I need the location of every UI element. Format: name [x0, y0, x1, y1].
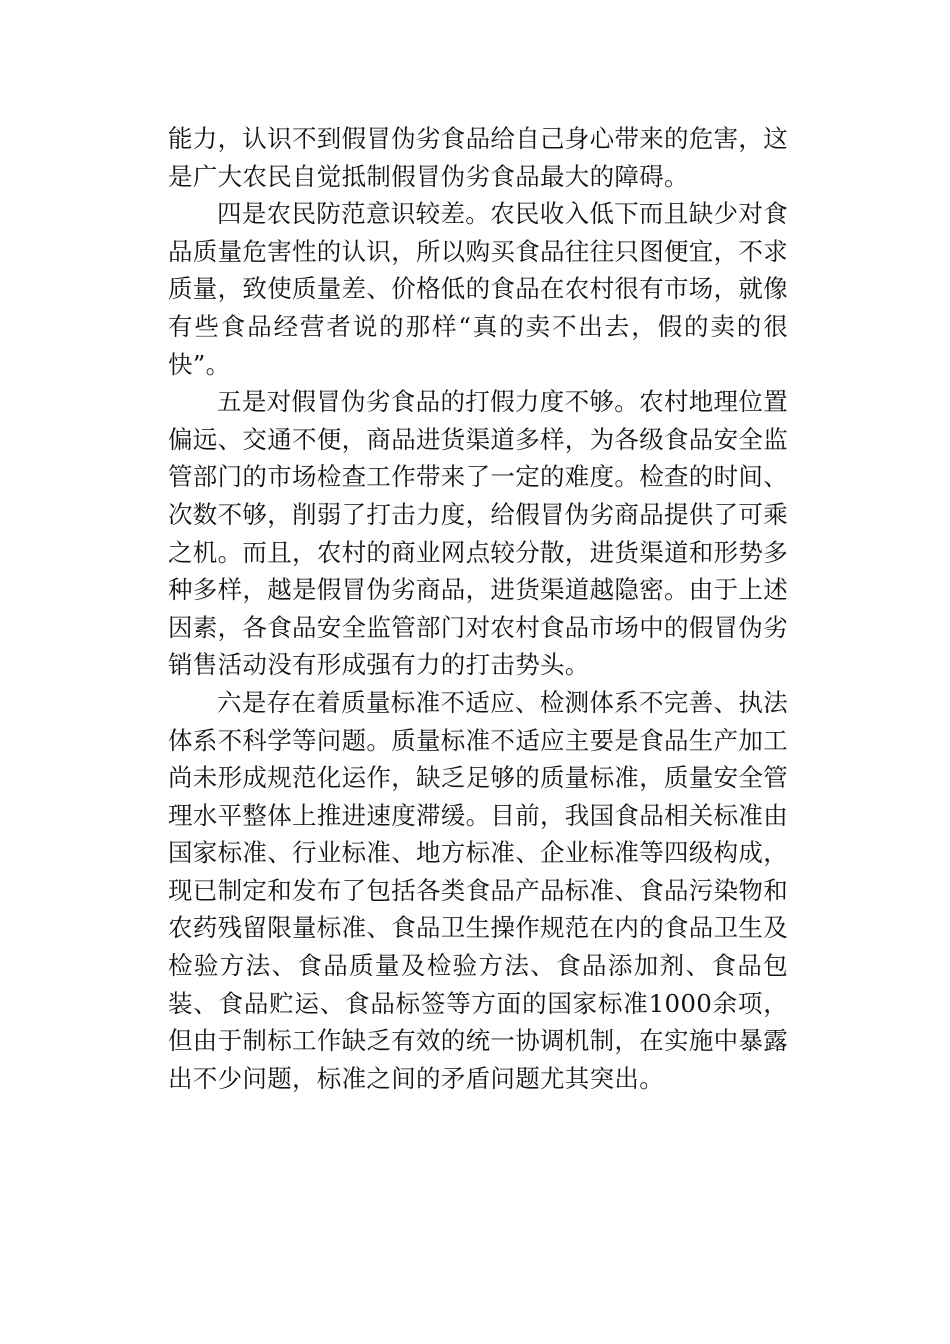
paragraph-four: 四是农民防范意识较差。农民收入低下而且缺少对食品质量危害性的认识，所以购买食品往往只图便宜，不求质量，致使质量差、价格低的食品在农村很有市场，就像有些食品经营者说的那样“真的卖不出去，假的卖的很快”。 — [168, 199, 788, 379]
paragraph-continuation: 能力，认识不到假冒伪劣食品给自己身心带来的危害，这是广大农民自觉抵制假冒伪劣食品最大的障碍。 — [168, 124, 788, 191]
document-body — [168, 120, 788, 1097]
paragraph-six: 六是存在着质量标准不适应、检测体系不完善、执法体系不科学等问题。质量标准不适应主要是食品生产加工尚未形成规范化运作，缺乏足够的质量标准，质量安全管理水平整体上推进速度滞缓。目前，我国食品相关标准由国家标准、行业标准、地方标准、企业标准等四级构成，现已制定和发布了包括各类食品产品标准、食品污染物和农药残留限量标准、食品卫生操作规范在内的食品卫生及检验方法、食品质量及检验方法、食品添加剂、食品包装、食品贮运、食品标签等方面的国家标准1000余项，但由于制标工作缺乏有效的统一协调机制，在实施中暴露出不少问题，标准之间的矛盾问题尤其突出。 — [168, 687, 788, 1093]
paragraph-five: 五是对假冒伪劣食品的打假力度不够。农村地理位置偏远、交通不便，商品进货渠道多样，为各级食品安全监管部门的市场检查工作带来了一定的难度。检查的时间、次数不够，削弱了打击力度，给假冒伪劣商品提供了可乘之机。而且，农村的商业网点较分散，进货渠道和形势多种多样，越是假冒伪劣商品，进货渠道越隐密。由于上述因素，各食品安全监管部门对农村食品市场中的假冒伪劣销售活动没有形成强有力的打击势头。 — [168, 387, 788, 680]
